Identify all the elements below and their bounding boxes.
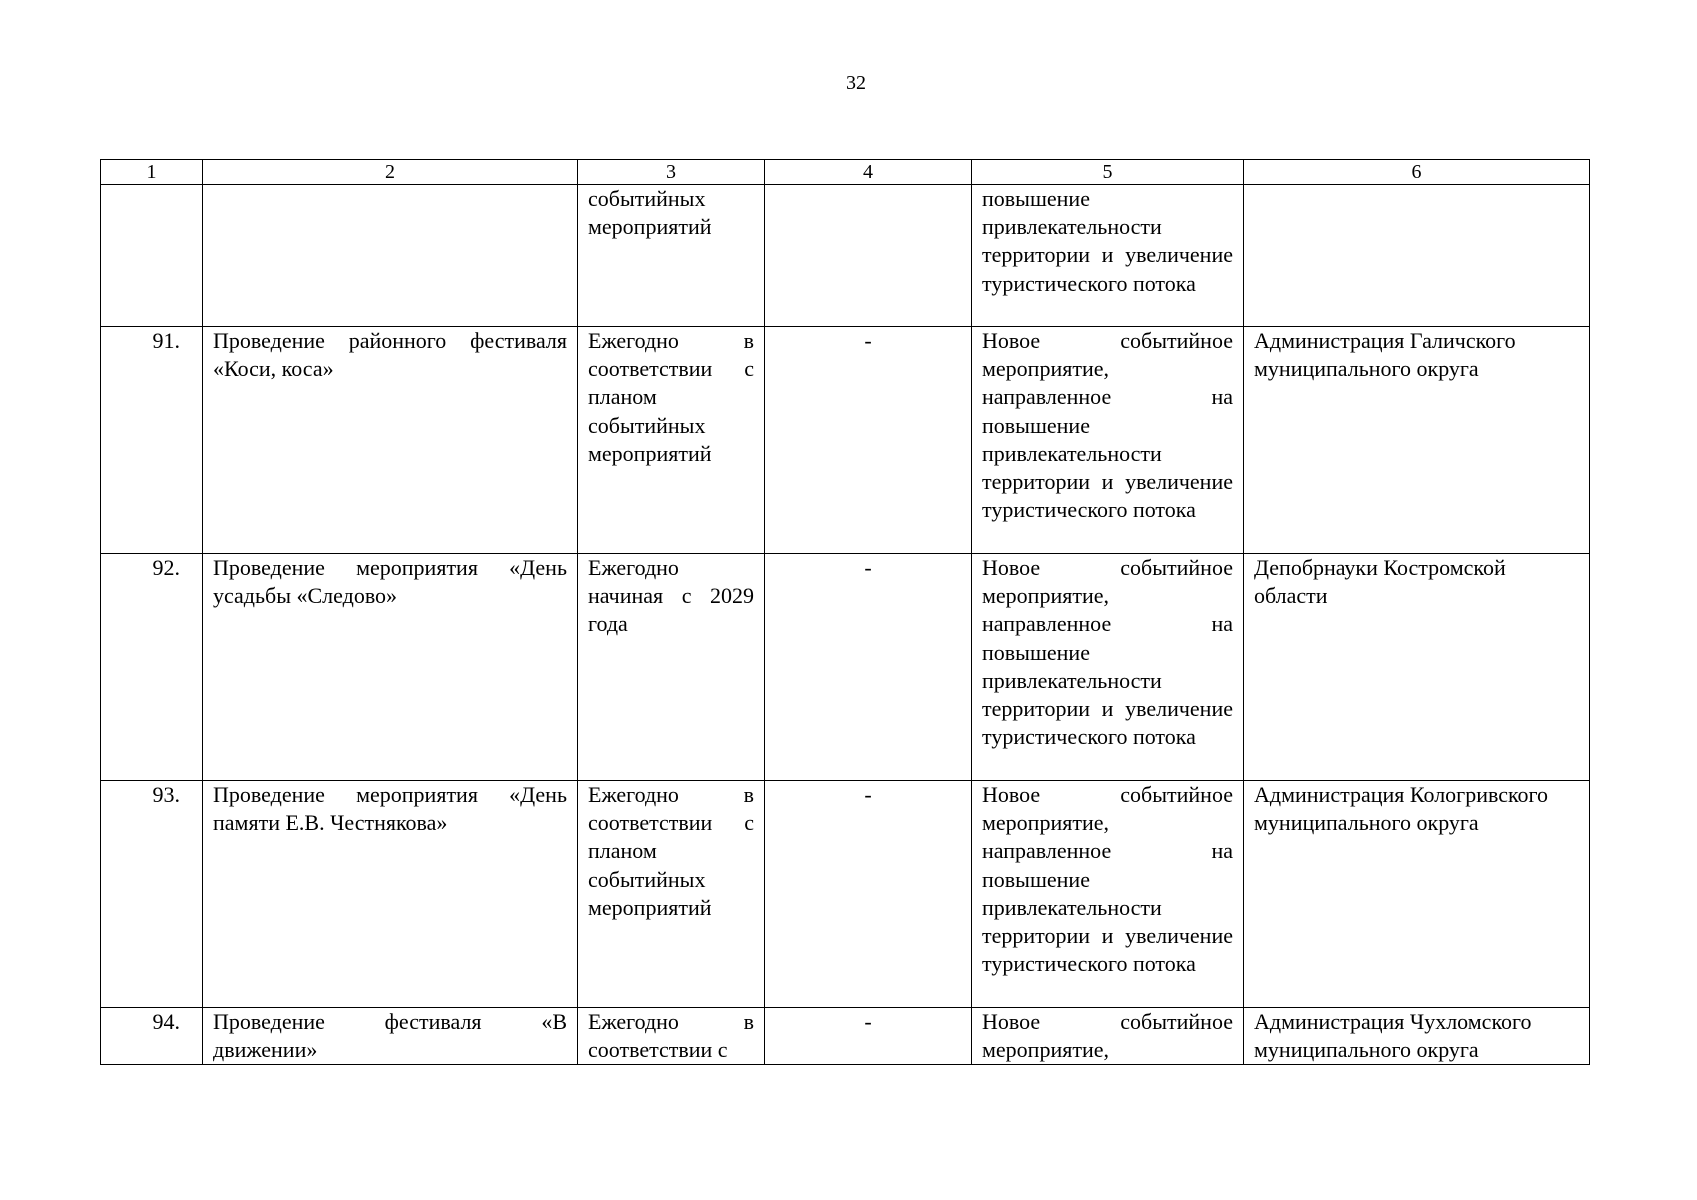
cell-result: Новое событийное мероприятие, направленное на повышение привлекательности территории и увеличение туристического потока — [972, 554, 1244, 781]
cell-responsible: Администрация Чухломского муниципального округа — [1244, 1008, 1590, 1065]
cell-period: Ежегодно начиная с 2029 года — [578, 554, 765, 781]
cell-cost: - — [765, 554, 972, 781]
column-header: 4 — [765, 160, 972, 185]
column-header: 1 — [101, 160, 203, 185]
cell-responsible — [1244, 185, 1590, 327]
cell-result: Новое событийное мероприятие, — [972, 1008, 1244, 1065]
events-table — [100, 159, 1590, 1065]
table-row — [101, 554, 1590, 781]
cell-event: Проведение мероприятия «День усадьбы «Следово» — [203, 554, 578, 781]
cell-number: 92. — [101, 554, 203, 781]
column-header: 6 — [1244, 160, 1590, 185]
cell-result: Новое событийное мероприятие, направленное на повышение привлекательности территории и увеличение туристического потока — [972, 781, 1244, 1008]
table-row — [101, 781, 1590, 1008]
cell-result: повышение привлекательности территории и увеличение туристического потока — [972, 185, 1244, 327]
cell-number: 93. — [101, 781, 203, 1008]
cell-event-text: Проведение фестиваля «В движении» — [213, 1009, 567, 1063]
table-row — [101, 1008, 1590, 1065]
cell-period: Ежегодно в соответствии с планом событийных мероприятий — [578, 327, 765, 554]
cell-responsible: Администрация Кологривского муниципального округа — [1244, 781, 1590, 1008]
page-number: 32 — [846, 72, 866, 94]
column-header: 2 — [203, 160, 578, 185]
cell-event — [203, 185, 578, 327]
column-header: 5 — [972, 160, 1244, 185]
cell-period: Ежегодно в соответствии с планом событийных мероприятий — [578, 781, 765, 1008]
table-row-continuation — [101, 185, 1590, 327]
cell-cost — [765, 185, 972, 327]
cell-event — [203, 1008, 578, 1065]
cell-period-text: Ежегодно в соответствии с — [588, 1009, 754, 1063]
cell-period — [578, 1008, 765, 1065]
cell-event: Проведение районного фестиваля «Коси, коса» — [203, 327, 578, 554]
cell-result: Новое событийное мероприятие, направленное на повышение привлекательности территории и увеличение туристического потока — [972, 327, 1244, 554]
table-header-row — [101, 160, 1590, 185]
cell-cost: - — [765, 1008, 972, 1065]
table-row — [101, 327, 1590, 554]
cell-period: событийных мероприятий — [578, 185, 765, 327]
cell-cost: - — [765, 781, 972, 1008]
cell-number: 91. — [101, 327, 203, 554]
cell-number — [101, 185, 203, 327]
cell-cost: - — [765, 327, 972, 554]
column-header: 3 — [578, 160, 765, 185]
cell-event: Проведение мероприятия «День памяти Е.В. Честнякова» — [203, 781, 578, 1008]
cell-responsible: Администрация Галичского муниципального округа — [1244, 327, 1590, 554]
cell-responsible: Депобрнауки Костромской области — [1244, 554, 1590, 781]
cell-number: 94. — [101, 1008, 203, 1065]
